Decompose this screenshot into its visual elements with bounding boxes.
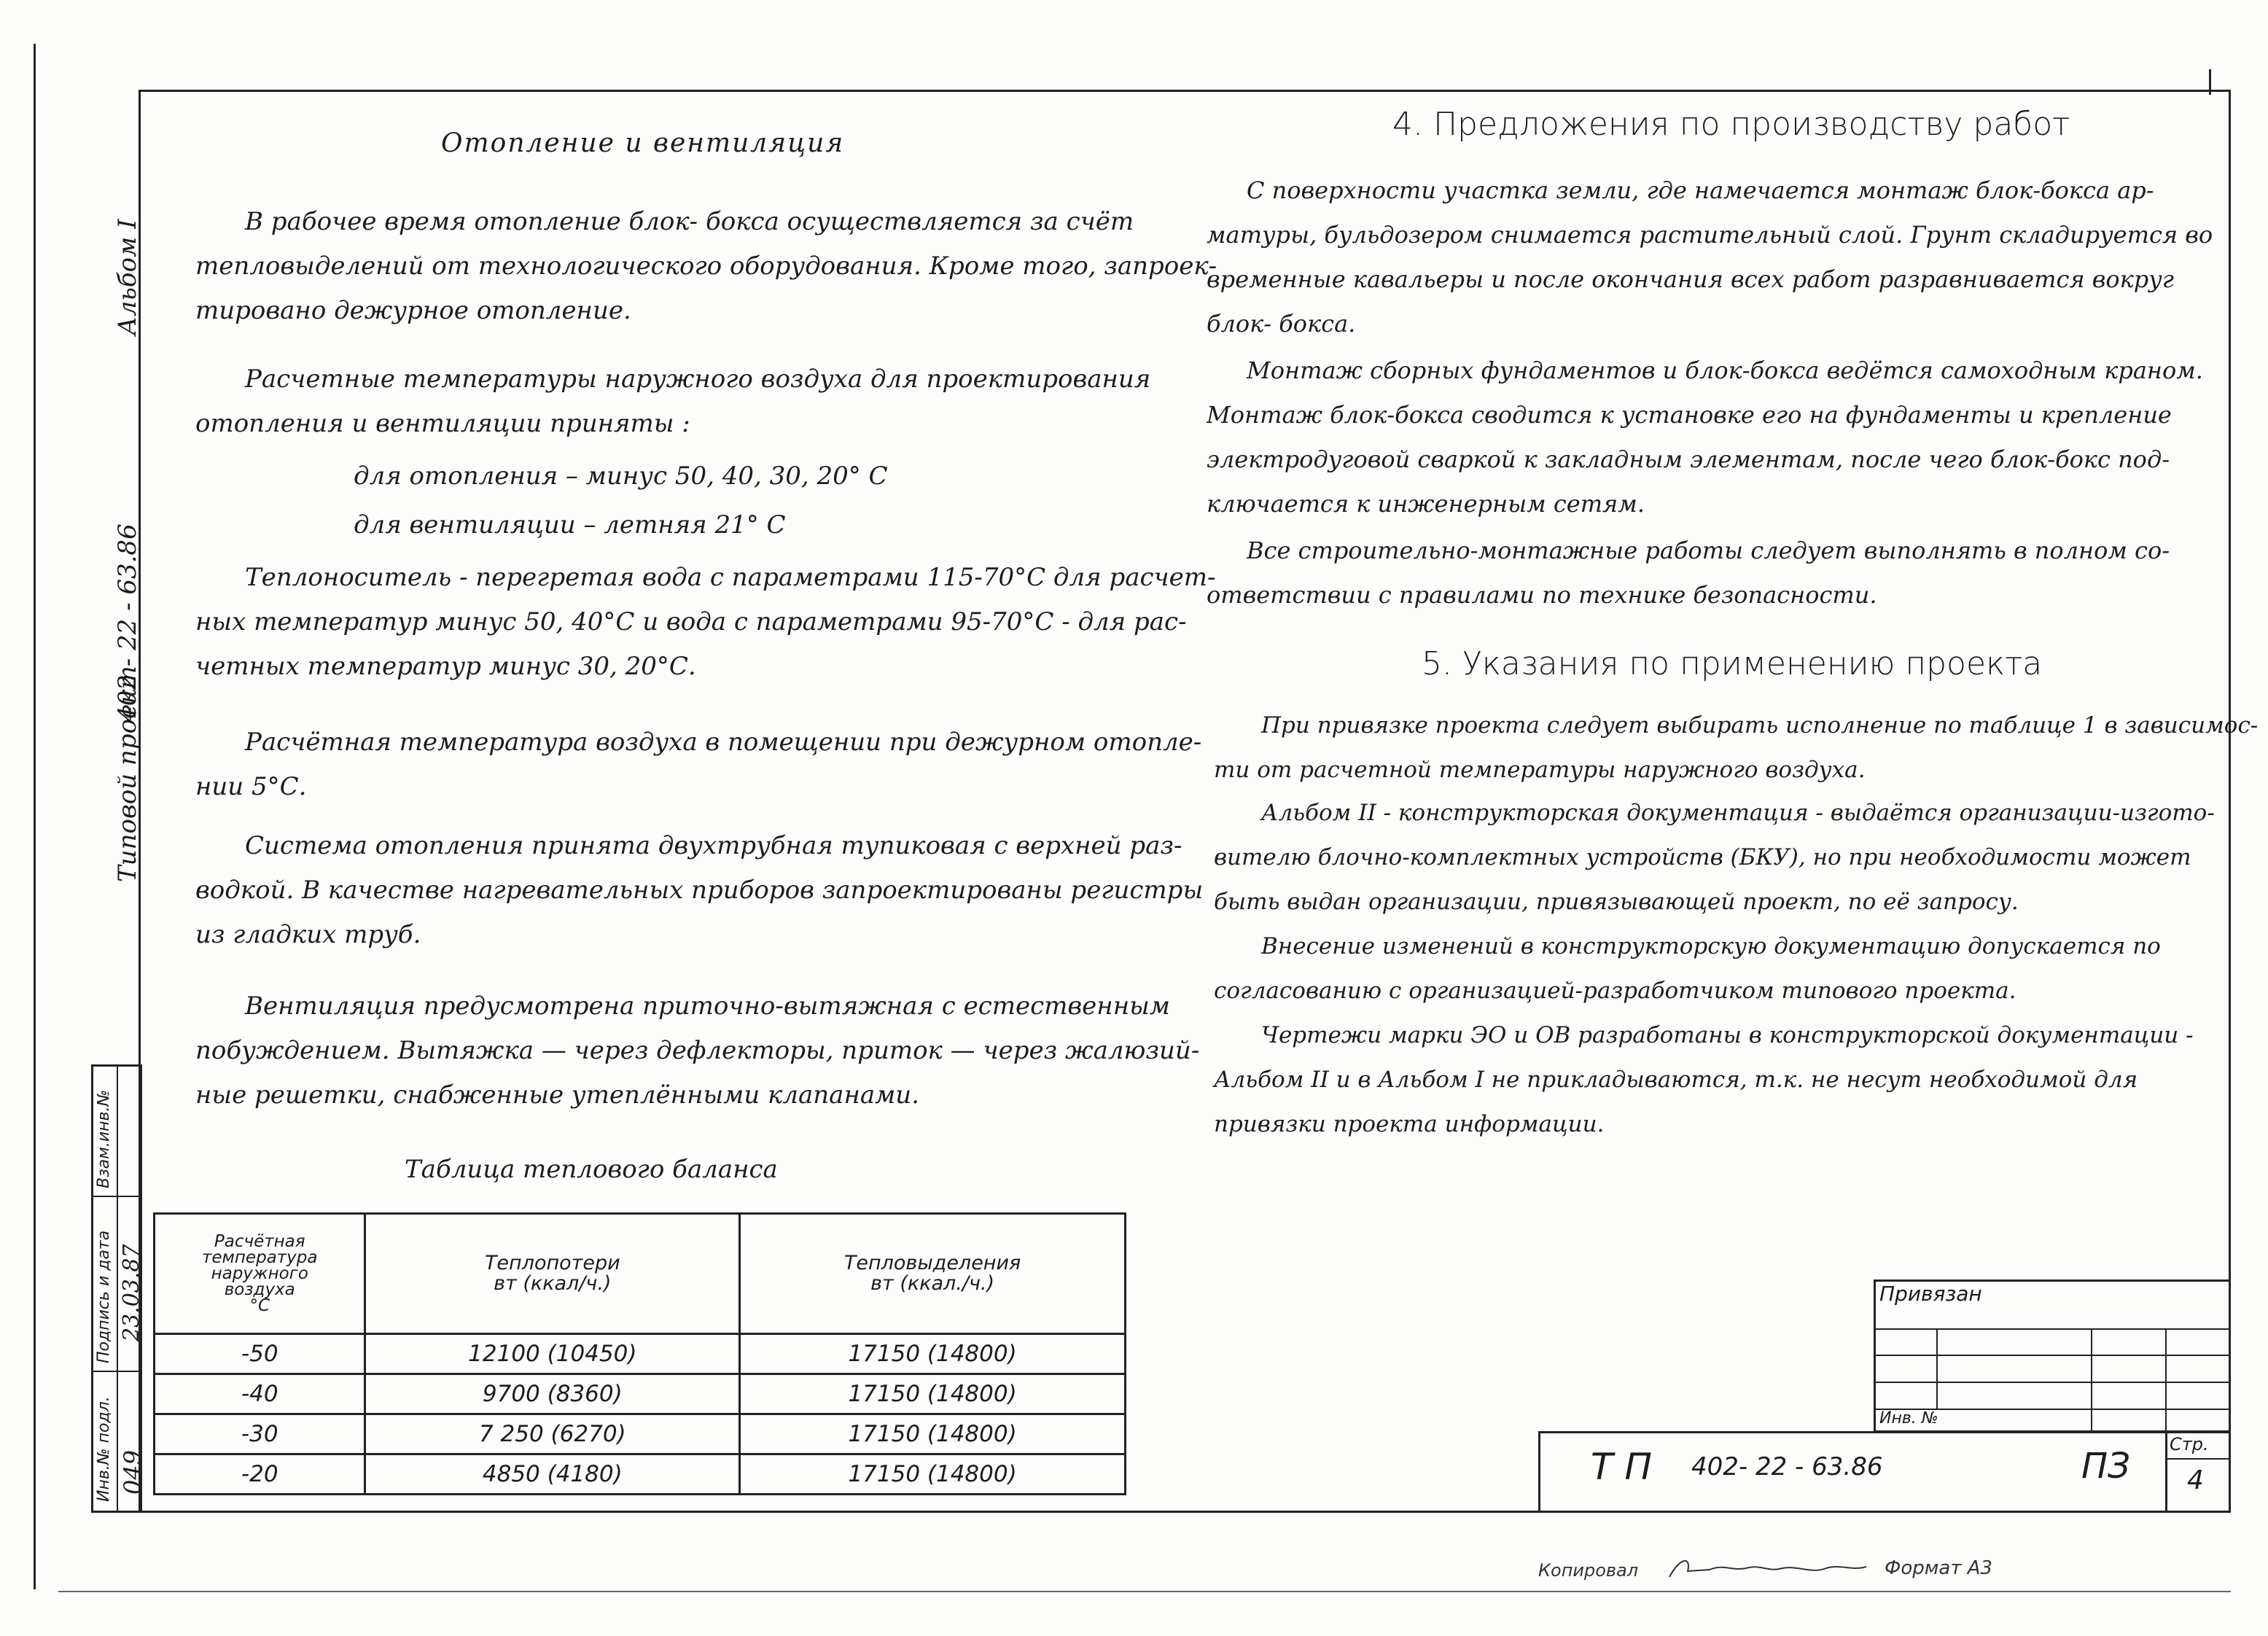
frame-right-outer-line xyxy=(2209,69,2211,95)
section-5-p2-line: вителю блочно-комплектных устройств (БКУ), но при необходимости может xyxy=(1214,844,2191,870)
cell-heat-gain: 17150 (14800) xyxy=(740,1334,1126,1374)
section-4-p3-line: ответствии с правилами по технике безопасности. xyxy=(1207,581,1877,609)
copied-label: Копировал xyxy=(1538,1560,1639,1581)
cell-heat-gain: 17150 (14800) xyxy=(740,1454,1126,1495)
section-4-paragraph-3 xyxy=(1207,529,2170,618)
table-row xyxy=(155,1414,1126,1454)
section-5-title: 5. Указания по применению проекта xyxy=(1422,645,2043,682)
section-4-paragraph-2 xyxy=(1207,348,2203,526)
format-label: Формат А3 xyxy=(1885,1557,1993,1579)
heating-paragraph-3 xyxy=(195,556,1216,689)
section-5-p1-line: При привязке проекта следует выбирать исполнение по таблице 1 в зависимос- xyxy=(1261,712,2259,739)
cell-heat-loss: 7 250 (6270) xyxy=(365,1414,740,1454)
header-heat-gain xyxy=(740,1214,1126,1334)
section-5-p2-line: Альбом II - конструкторская документация - выдаётся организации-изгото- xyxy=(1261,800,2215,826)
heating-section-title: Отопление и вентиляция xyxy=(441,128,845,158)
header-temperature-line: температура xyxy=(201,1248,318,1267)
linked-col-1 xyxy=(1936,1328,1938,1409)
header-temperature xyxy=(155,1214,365,1334)
heating-design-temps: для отопления – минус 50, 40, 30, 20° С xyxy=(354,461,888,491)
linked-row-2 xyxy=(1874,1355,2231,1356)
table-row xyxy=(155,1454,1126,1495)
heating-p4-line: нии 5°С. xyxy=(195,772,307,801)
header-heat-loss-line: вт (ккал/ч.) xyxy=(494,1272,612,1295)
heating-paragraph-4 xyxy=(195,720,1201,809)
left-stamp-divider xyxy=(117,1064,118,1513)
page-number: 4 xyxy=(2187,1465,2204,1495)
margin-project-type: Типовой проект xyxy=(113,666,142,882)
heating-p5-line: водкой. В качестве нагревательных приборов запроектированы регистры xyxy=(195,876,1204,905)
table-row xyxy=(155,1374,1126,1414)
signature-date-label: Подпись и дата xyxy=(95,1230,113,1363)
section-4-p1-line: временные кавальеры и после окончания всех работ разравнивается вокруг xyxy=(1207,265,2174,293)
tp-label: Т П xyxy=(1591,1446,1653,1488)
cell-temperature: -30 xyxy=(155,1414,365,1454)
cell-heat-loss: 4850 (4180) xyxy=(365,1454,740,1495)
section-5-p4-line: Альбом II и в Альбом I не прикладываются, т.к. не несут необходимой для xyxy=(1214,1067,2138,1093)
section-4-p2-line: Монтаж сборных фундаментов и блок-бокса ведётся самоходным краном. xyxy=(1247,357,2203,384)
section-5-paragraph-4 xyxy=(1214,1013,2194,1147)
inv-original-label: Инв.№ подл. xyxy=(95,1396,113,1502)
heating-paragraph-1 xyxy=(195,200,1217,333)
heating-p1-line: тировано дежурное отопление. xyxy=(195,296,631,325)
heating-p1-line: В рабочее время отопление блок- бокса осуществляется за счёт xyxy=(245,207,1134,236)
section-5-p3-line: согласованию с организацией-разработчиком типового проекта. xyxy=(1214,978,2016,1004)
replace-inv-label: Взам.инв.№ xyxy=(95,1089,113,1188)
section-5-p1-line: ти от расчетной температуры наружного воздуха. xyxy=(1214,757,1866,783)
linked-row-3 xyxy=(1874,1382,2231,1383)
linked-col-2 xyxy=(2091,1328,2092,1433)
cell-temperature: -50 xyxy=(155,1334,365,1374)
margin-album-label: Альбом I xyxy=(113,219,142,335)
sheet-bottom-line xyxy=(58,1591,2231,1592)
frame-top-line xyxy=(139,90,2231,92)
heating-p3-line: ных температур минус 50, 40°С и вода с параметрами 95-70°С - для рас- xyxy=(195,607,1187,636)
cell-heat-loss: 9700 (8360) xyxy=(365,1374,740,1414)
section-4-p1-line: С поверхности участка земли, где намечается монтаж блок-бокса ар- xyxy=(1247,176,2154,204)
heat-balance-table xyxy=(153,1212,1126,1495)
header-heat-gain-line: вт (ккал./ч.) xyxy=(870,1272,995,1295)
heating-p3-line: четных температур минус 30, 20°С. xyxy=(195,652,696,681)
heating-p6-line: Вентиляция предусмотрена приточно-вытяжная с естественным xyxy=(245,992,1170,1021)
heating-paragraph-2 xyxy=(195,357,1150,446)
left-stamp-row-2 xyxy=(91,1371,142,1372)
section-4-p1-line: матуры, бульдозером снимается растительный слой. Грунт складируется во xyxy=(1207,221,2213,249)
title-block-page-divider xyxy=(2165,1431,2167,1513)
header-temperature-line: °С xyxy=(249,1296,270,1315)
ventilation-design-temp: для вентиляции – летняя 21° С xyxy=(354,510,786,540)
linked-row-1 xyxy=(1874,1328,2231,1330)
section-4-title: 4. Предложения по производству работ xyxy=(1392,106,2070,143)
section-5-p3-line: Внесение изменений в конструкторскую документацию допускается по xyxy=(1261,933,2161,959)
outer-left-line xyxy=(34,44,36,1589)
heating-p4-line: Расчётная температура воздуха в помещении при дежурном отопле- xyxy=(245,728,1202,757)
copier-signature xyxy=(1666,1549,1885,1582)
linked-col-3 xyxy=(2165,1328,2167,1433)
sheet-mark: ПЗ xyxy=(2081,1446,2130,1487)
heating-p5-line: Система отопления принята двухтрубная тупиковая с верхней раз- xyxy=(245,831,1182,860)
title-block-code: 402- 22 - 63.86 xyxy=(1691,1452,1883,1481)
table-row xyxy=(155,1334,1126,1374)
heating-p2-line: отопления и вентиляции приняты : xyxy=(195,409,690,438)
inv-no-label: Инв. № xyxy=(1879,1409,1938,1427)
section-4-p1-line: блок- бокса. xyxy=(1207,310,1356,338)
heating-paragraph-5 xyxy=(195,824,1203,957)
page-label: Стр. xyxy=(2170,1434,2209,1454)
heating-paragraph-6 xyxy=(195,984,1199,1118)
cell-temperature: -20 xyxy=(155,1454,365,1495)
section-5-p4-line: Чертежи марки ЭО и ОВ разработаны в конструкторской документации - xyxy=(1261,1022,2194,1048)
cell-temperature: -40 xyxy=(155,1374,365,1414)
heating-p6-line: ные решетки, снабженные утеплёнными клапанами. xyxy=(195,1080,920,1110)
header-heat-gain-line: Тепловыделения xyxy=(843,1252,1021,1274)
heating-p2-line: Расчетные температуры наружного воздуха для проектирования xyxy=(245,365,1151,394)
section-5-paragraph-2 xyxy=(1214,791,2215,924)
left-stamp-row-1 xyxy=(91,1196,142,1197)
section-5-paragraph-1 xyxy=(1214,704,2258,792)
heat-table-title: Таблица теплового баланса xyxy=(405,1155,778,1184)
header-heat-loss-line: Теплопотери xyxy=(484,1252,620,1274)
title-block-page-row xyxy=(2165,1458,2231,1460)
linked-label: Привязан xyxy=(1879,1282,1982,1306)
cell-heat-gain: 17150 (14800) xyxy=(740,1414,1126,1454)
section-4-p2-line: ключается к инженерным сетям. xyxy=(1207,490,1645,518)
section-5-paragraph-3 xyxy=(1214,924,2161,1013)
cell-heat-gain: 17150 (14800) xyxy=(740,1374,1126,1414)
header-heat-loss xyxy=(365,1214,740,1334)
heating-p6-line: побуждением. Вытяжка — через дефлекторы, приток — через жалюзий- xyxy=(195,1036,1200,1065)
cell-heat-loss: 12100 (10450) xyxy=(365,1334,740,1374)
heating-p1-line: тепловыделений от технологического оборудования. Кроме того, запроек- xyxy=(195,252,1217,281)
heat-table-header-row xyxy=(155,1214,1126,1334)
section-5-p4-line: привязки проекта информации. xyxy=(1214,1111,1605,1137)
section-4-p3-line: Все строительно-монтажные работы следует выполнять в полном со- xyxy=(1247,537,2170,564)
header-temperature-line: наружного xyxy=(211,1264,308,1283)
margin-project-code: 402 - 22 - 63.86 xyxy=(113,523,142,722)
section-4-paragraph-1 xyxy=(1207,168,2213,346)
section-4-p2-line: электродуговой сваркой к закладным элементам, после чего блок-бокс под- xyxy=(1207,445,2170,473)
heating-p5-line: из гладких труб. xyxy=(195,920,421,949)
section-5-p2-line: быть выдан организации, привязывающей проект, по её запросу. xyxy=(1214,889,2019,915)
header-temperature-line: воздуха xyxy=(224,1280,295,1299)
section-4-p2-line: Монтаж блок-бокса сводится к установке его на фундаменты и крепление xyxy=(1207,401,2172,429)
stamp-date-value: 23.03.87 xyxy=(119,1244,144,1341)
heating-p3-line: Теплоноситель - перегретая вода с параметрами 115-70°С для расчет- xyxy=(245,563,1216,592)
stamp-inv-value: 049 xyxy=(119,1449,147,1495)
header-temperature-line: Расчётная xyxy=(214,1232,305,1251)
